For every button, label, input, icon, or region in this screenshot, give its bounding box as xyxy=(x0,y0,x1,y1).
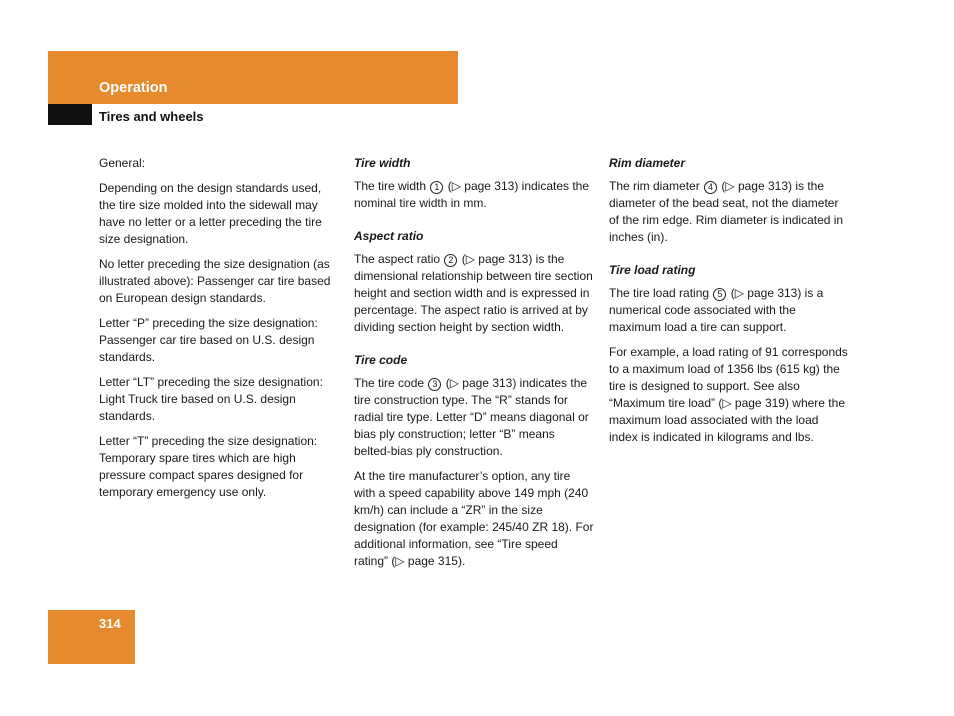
page-reference-text: (▷ page 313) is a numerical code associated with the maximum load a tire can support. xyxy=(609,286,824,334)
text-segment: The tire width xyxy=(354,179,427,193)
paragraph-tire-load-rating xyxy=(609,285,849,336)
text-segment: The tire code xyxy=(354,376,425,390)
paragraph-no-letter: No letter preceding the size designation (as illustrated above): Passenger car tire based on European design standards. xyxy=(99,257,331,305)
heading-aspect-ratio: Aspect ratio xyxy=(354,229,424,243)
paragraph-aspect-ratio xyxy=(354,251,594,336)
section-tab-marker xyxy=(48,104,92,125)
page-reference-text: (▷ page 313) indicates the tire construction type. The “R” stands for radial tire type. Letter “D” means diagonal or bias ply construction; letter “B” means belted-bias ply construction. xyxy=(354,376,589,458)
section-title: Operation xyxy=(99,80,168,96)
page-reference-text: (▷ page 313) is the dimensional relationship between tire section height and section width and is expressed in percentage. The aspect ratio is arrived at by dividing section height by section width. xyxy=(354,252,593,334)
text-segment: The rim diameter xyxy=(609,179,700,193)
paragraph-tire-width xyxy=(354,178,594,212)
heading-tire-code: Tire code xyxy=(354,353,408,367)
paragraph-tire-code xyxy=(354,375,594,460)
heading-rim-diameter: Rim diameter xyxy=(609,156,686,170)
subsection-title: Tires and wheels xyxy=(99,109,204,124)
page-reference-text: (▷ page 313) indicates the nominal tire width in mm. xyxy=(354,179,590,210)
paragraph-load-example: For example, a load rating of 91 corresponds to a maximum load of 1356 lbs (615 kg) the tire is designed to support. See also “Maximum tire load” (▷ page 319) where the maximum load associated with the load index is indicated in kilograms and lbs. xyxy=(609,345,848,444)
header-bar xyxy=(48,51,458,104)
callout-number-2: 2 xyxy=(444,254,457,267)
page-number: 314 xyxy=(99,616,121,631)
paragraph-design-standards: Depending on the design standards used, the tire size molded into the sidewall may have no letter or a letter preceding the tire size designation. xyxy=(99,181,322,246)
column-2 xyxy=(354,155,594,578)
heading-tire-width: Tire width xyxy=(354,156,411,170)
callout-number-3: 3 xyxy=(428,378,441,391)
column-1 xyxy=(99,155,339,509)
heading-tire-load-rating: Tire load rating xyxy=(609,263,696,277)
callout-number-4: 4 xyxy=(704,181,717,194)
text-segment: The aspect ratio xyxy=(354,252,441,266)
paragraph-general: General: xyxy=(99,156,146,170)
paragraph-rim-diameter xyxy=(609,178,849,246)
paragraph-letter-p: Letter “P” preceding the size designation: Passenger car tire based on U.S. design standards. xyxy=(99,316,318,364)
paragraph-letter-t: Letter “T” preceding the size designation: Temporary spare tires which are high pressure compact spares designed for temporary emergency use only. xyxy=(99,434,318,499)
column-3 xyxy=(609,155,849,454)
callout-number-1: 1 xyxy=(430,181,443,194)
paragraph-letter-lt: Letter “LT” preceding the size designation: Light Truck tire based on U.S. design standards. xyxy=(99,375,323,423)
page-number-box xyxy=(48,610,135,664)
paragraph-zr-rating: At the tire manufacturer’s option, any tire with a speed capability above 149 mph (240 km/h) can include a “ZR” in the size designation (for example: 245/40 ZR 18). For additional information, see “Tire speed rating” (▷ page 315). xyxy=(354,469,594,568)
callout-number-5: 5 xyxy=(713,288,726,301)
text-segment: The tire load rating xyxy=(609,286,710,300)
page-reference-text: (▷ page 313) is the diameter of the bead seat, not the diameter of the rim edge. Rim diameter is indicated in inches (in). xyxy=(609,179,844,244)
